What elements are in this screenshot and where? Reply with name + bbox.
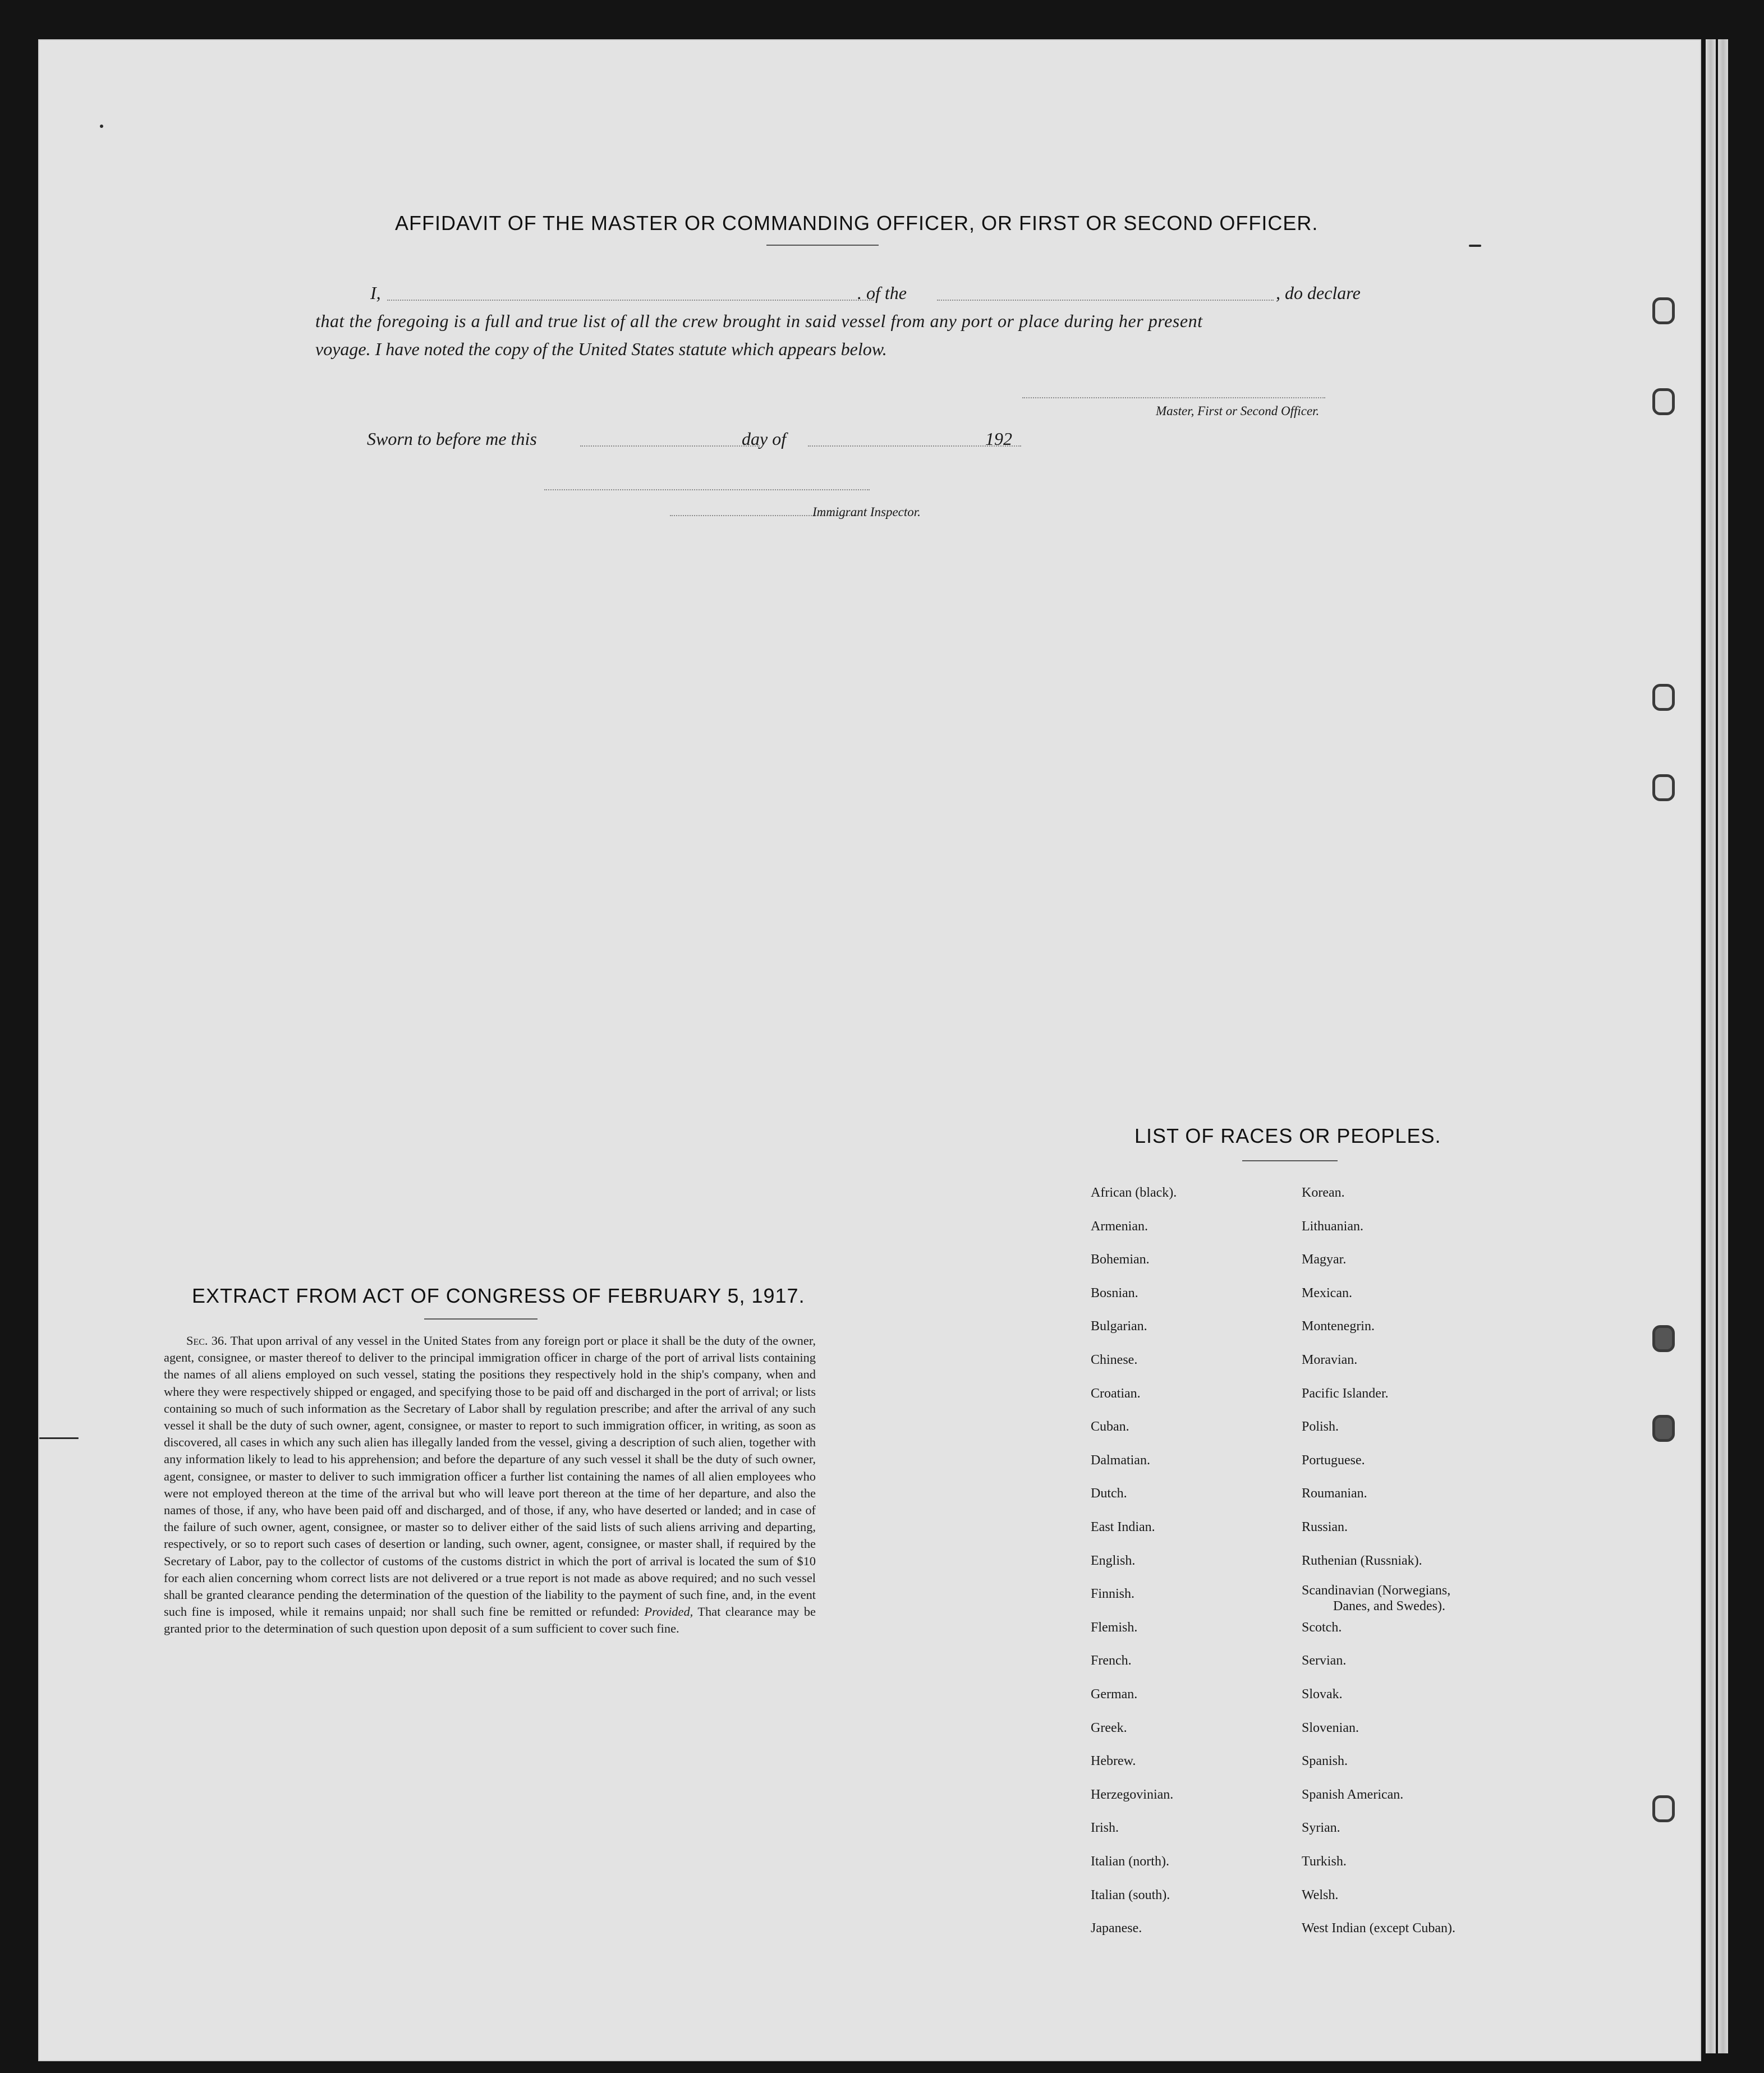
affidavit-body-line-2: voyage. I have noted the copy of the United States statute which appears below.: [315, 339, 887, 359]
race-item: Spanish American.: [1302, 1787, 1404, 1802]
race-item: English.: [1091, 1553, 1136, 1568]
race-item: Chinese.: [1091, 1353, 1138, 1367]
race-item: Magyar.: [1302, 1252, 1347, 1267]
affidavit-title: AFFIDAVIT OF THE MASTER OR COMMANDING OFFICER, OR FIRST OR SECOND OFFICER.: [395, 212, 1319, 235]
sworn-prefix: Sworn to before me this: [367, 429, 537, 449]
race-item: West Indian (except Cuban).: [1302, 1921, 1455, 1936]
vessel-name-line[interactable]: [937, 300, 1274, 301]
race-item: Slovak.: [1302, 1687, 1343, 1702]
inspector-label: Immigrant Inspector.: [812, 505, 921, 519]
race-item: Lithuanian.: [1302, 1219, 1363, 1234]
race-item: French.: [1091, 1653, 1132, 1668]
race-item: Finnish.: [1091, 1587, 1135, 1602]
race-item: Russian.: [1302, 1520, 1348, 1534]
extract-body-end: That clearance may be granted prior to the determination of such question upon deposit of a sum sufficient to cover such fine.: [164, 1605, 816, 1636]
race-item: Dalmatian.: [1091, 1453, 1150, 1468]
race-item: Irish.: [1091, 1821, 1119, 1836]
sworn-year: 192: [985, 429, 1012, 449]
race-item: Servian.: [1302, 1653, 1347, 1668]
race-item: Moravian.: [1302, 1353, 1358, 1367]
race-item: Flemish.: [1091, 1620, 1138, 1635]
mark: [100, 125, 103, 128]
affidavit-do-declare: , do declare: [1276, 283, 1361, 303]
race-item: Mexican.: [1302, 1285, 1352, 1300]
extract-title-rule: [424, 1318, 538, 1320]
binder-hole-icon: [1652, 684, 1675, 711]
sworn-day-line[interactable]: [580, 445, 760, 447]
affidavit-of-the: . of the: [857, 283, 907, 303]
mark: [1469, 245, 1481, 247]
race-item: Dutch.: [1091, 1486, 1127, 1501]
signature-line[interactable]: [1022, 397, 1325, 398]
race-item: Scotch.: [1302, 1620, 1342, 1635]
inspector-signature-line-upper[interactable]: [544, 489, 870, 490]
binder-hole-icon: [1652, 297, 1675, 324]
race-item: Bosnian.: [1091, 1285, 1138, 1300]
binder-hole-icon: [1652, 774, 1675, 801]
race-item: Cuban.: [1091, 1419, 1129, 1435]
race-item: Croatian.: [1091, 1386, 1141, 1401]
race-item: Bulgarian.: [1091, 1319, 1147, 1334]
race-item: Slovenian.: [1302, 1720, 1359, 1735]
races-title-rule: [1242, 1160, 1338, 1161]
binder-hole-icon: [1652, 388, 1675, 415]
race-item: Bohemian.: [1091, 1252, 1150, 1267]
race-item: Ruthenian (Russniak).: [1302, 1553, 1422, 1568]
race-item: Turkish.: [1302, 1854, 1347, 1869]
master-name-line[interactable]: [387, 300, 874, 301]
form-sheet: [39, 40, 1700, 2060]
binder-hole-icon: [1652, 1325, 1675, 1352]
race-item: Herzegovinian.: [1091, 1787, 1174, 1802]
binder-hole-icon: [1652, 1415, 1675, 1442]
extract-title: EXTRACT FROM ACT OF CONGRESS OF FEBRUARY 5, 1917.: [192, 1284, 805, 1307]
extract-provided: Provided,: [644, 1605, 693, 1619]
race-item-scandinavian: [1302, 1583, 1450, 1614]
race-item: Korean.: [1302, 1185, 1345, 1200]
extract-body: That upon arrival of any vessel in the United States from any foreign port or place it shall be the duty of the owner, agent, consignee, or master thereof to deliver to the principal immigration officer in charge of the port of arrival lists containing the names of all aliens employed on such vessel, stating the positions they respectively hold in the ship's company, when and where they were respectively shipped or engaged, and specifying those to be paid off and discharged in the port of arrival; or lists containing so much of such information as the Secretary of Labor shall by regulation prescribe; and after the arrival of any such vessel it shall be the duty of such owner, agent, consignee, or master to report to such immigration officer, in writing, as soon as discovered, all cases in which any such alien has illegally landed from the vessel, giving a description of such alien, together with any information likely to lead to his apprehension; and before the departure of any such vessel it shall be the duty of such owner, agent, consignee, or master to deliver to such immigration officer a further list containing the names of all alien employees who were not employed thereon at the time of the arrival but who will leave port thereon at the time of her departure, and also the names of those, if any, who have been paid off and discharged, and of those, if any, who have deserted or landed; and in case of the failure of such owner, agent, consignee, or master so to deliver either of the said lists of such aliens arriving and departing, respectively, or so to report such cases of desertion or landing, such owner, agent, consignee, or master shall, if required by the Secretary of Labor, pay to the collector of customs of the customs district in which the port of arrival is located the sum of $10 for each alien concerning whom correct lists are not delivered or a true report is not made as above required; and no such vessel shall be granted clearance pending the determination of the question of the liability to the payment of such fine, and, in the event such fine is imposed, while it remains unpaid; nor shall such fine be remitted or refunded:: [164, 1334, 816, 1619]
affidavit-title-rule: [766, 245, 879, 246]
race-item: Italian (south).: [1091, 1887, 1170, 1902]
mark: [39, 1437, 79, 1439]
affidavit-intro-i: I,: [370, 283, 381, 303]
race-item: Greek.: [1091, 1720, 1127, 1735]
race-item-scandinavian-line-1: Scandinavian (Norwegians,: [1302, 1583, 1451, 1598]
binder-hole-icon: [1652, 1795, 1675, 1822]
race-item: Portuguese.: [1302, 1453, 1365, 1468]
page-edge-2: [1718, 39, 1728, 2053]
race-item: East Indian.: [1091, 1520, 1155, 1534]
race-item: Japanese.: [1091, 1921, 1142, 1936]
race-item: Syrian.: [1302, 1821, 1340, 1836]
race-item: Spanish.: [1302, 1754, 1348, 1769]
race-item: Polish.: [1302, 1419, 1339, 1435]
section-label: Sec.: [186, 1334, 208, 1348]
race-item: Roumanian.: [1302, 1486, 1367, 1501]
sworn-day-of: day of: [742, 429, 787, 449]
race-item: Pacific Islander.: [1302, 1386, 1389, 1401]
extract-text: [164, 1332, 816, 1638]
race-item: Montenegrin.: [1302, 1319, 1375, 1334]
affidavit-body-line-1: that the foregoing is a full and true list of all the crew brought in said vessel from any port or place during her present: [315, 311, 1203, 331]
race-item: African (black).: [1091, 1185, 1177, 1200]
race-item: Hebrew.: [1091, 1754, 1136, 1769]
page-edge-1: [1706, 39, 1716, 2053]
section-number: 36.: [211, 1334, 227, 1348]
signature-label: Master, First or Second Officer.: [1156, 404, 1320, 418]
race-item: Armenian.: [1091, 1219, 1148, 1234]
race-item-scandinavian-line-2: Danes, and Swedes).: [1333, 1599, 1445, 1614]
race-item: Italian (north).: [1091, 1854, 1169, 1869]
race-item: Welsh.: [1302, 1887, 1339, 1902]
races-title: LIST OF RACES OR PEOPLES.: [1134, 1124, 1441, 1147]
race-item: German.: [1091, 1687, 1138, 1702]
